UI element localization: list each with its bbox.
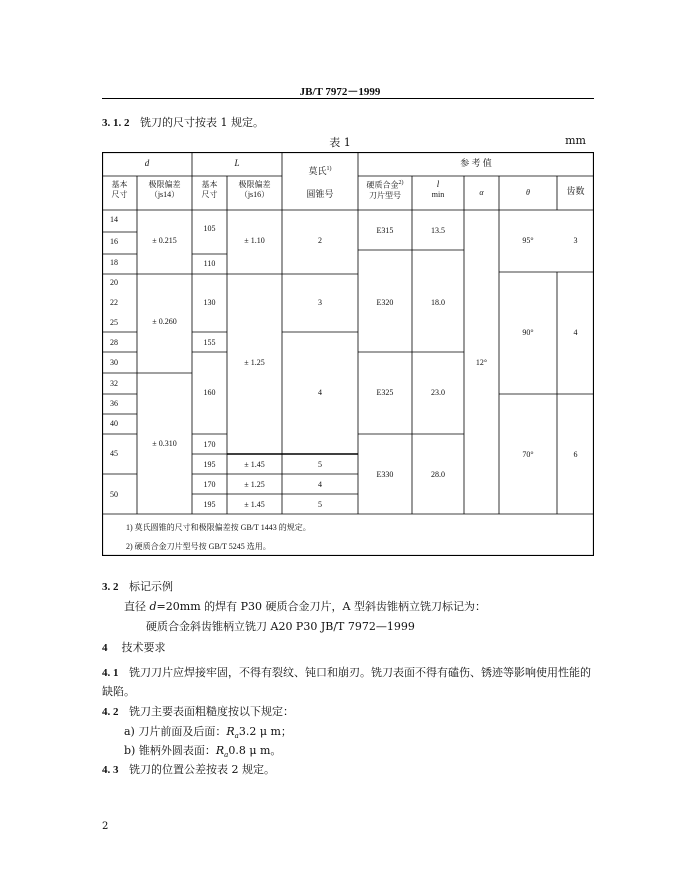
morse-value: 4	[318, 388, 322, 397]
d-deviation: ± 0.215	[152, 236, 177, 245]
section-number: 4. 2	[102, 706, 119, 718]
L-value: 105	[203, 224, 216, 233]
example-text-b: =20mm 的焊有 P30 硬质合金刀片，A 型斜齿锥柄立铣刀标记为：	[156, 600, 486, 613]
section-title: 标记示例	[129, 580, 173, 593]
theta-value: 90°	[522, 328, 534, 337]
L-value: 130	[203, 298, 216, 307]
header-basic-size-L-line1: 基本	[201, 180, 218, 189]
L-deviation: ± 1.25	[244, 358, 265, 367]
item-b-value: 0.8 μ m。	[228, 744, 282, 757]
morse-value: 5	[318, 460, 322, 469]
section-text: 铣刀的位置公差按表 2 规定。	[129, 763, 275, 776]
header-basic-size-d-line1: 基本	[111, 180, 128, 189]
section-4-2	[102, 703, 294, 719]
insert-type: E320	[376, 298, 394, 307]
header-morse	[282, 166, 358, 200]
l-min-value: 28.0	[431, 470, 445, 479]
header-insert-footnote: 2)	[398, 180, 404, 186]
theta-value: 95°	[522, 236, 534, 245]
header-alpha: α	[479, 188, 484, 197]
d-value: 45	[110, 449, 118, 458]
d-value: 20	[110, 278, 118, 287]
section-number: 4. 3	[102, 764, 119, 776]
header-insert-line2: 刀片型号	[369, 190, 401, 200]
d-value: 40	[110, 419, 118, 428]
section-3-2	[102, 578, 173, 594]
d-value: 16	[110, 237, 118, 246]
L-deviation: ± 1.25	[244, 480, 265, 489]
d-value: 25	[110, 318, 118, 327]
header-theta: θ	[526, 188, 530, 197]
d-value: 30	[110, 358, 118, 367]
header-basic-size-L-line2: 尺寸	[201, 190, 218, 199]
header-deviation-d	[137, 180, 192, 200]
header-reference: 参 考 值	[460, 158, 492, 168]
item-a-subscript: a	[234, 732, 239, 741]
table-grid-lines	[102, 152, 594, 556]
section-3-1-2	[102, 114, 264, 130]
section-4-1-continued: 缺陷。	[102, 685, 135, 698]
section-4-1	[102, 664, 591, 680]
L-value: 160	[203, 388, 216, 397]
spec-table	[102, 152, 594, 556]
d-value: 18	[110, 258, 118, 267]
section-number: 4. 1	[102, 667, 119, 679]
L-value: 110	[203, 259, 216, 268]
section-text: 铣刀主要表面粗糙度按以下规定：	[129, 705, 294, 718]
teeth-value: 3	[573, 236, 578, 245]
L-value: 195	[203, 500, 216, 509]
header-basic-size-d-line2: 尺寸	[111, 190, 128, 199]
header-l-symbol: l	[436, 179, 440, 189]
L-deviation: ± 1.10	[244, 236, 265, 245]
d-value: 14	[110, 215, 118, 224]
item-b-prefix: b) 锥柄外圆表面：	[124, 744, 216, 757]
header-insert-type	[358, 180, 412, 201]
d-value: 28	[110, 338, 118, 347]
insert-type: E325	[376, 388, 394, 397]
item-b-variable: R	[215, 744, 225, 757]
table-note: 2) 硬质合金刀片型号按 GB/T 5245 选用。	[126, 542, 271, 551]
section-number: 3. 2	[102, 581, 119, 593]
header-L: L	[234, 158, 240, 168]
header-deviation-d-line2: （js14）	[149, 190, 180, 199]
section-number: 4	[102, 642, 108, 654]
d-deviation: ± 0.310	[152, 439, 177, 448]
section-4	[102, 639, 166, 655]
insert-type: E330	[376, 470, 394, 479]
l-min-value: 23.0	[431, 388, 445, 397]
example-line-1	[124, 598, 486, 614]
header-deviation-L-line1: 极限偏差	[238, 180, 271, 189]
header-title: JB/T 7972－1999	[299, 86, 381, 98]
L-value: 195	[203, 460, 216, 469]
section-text: 铣刀刀片应焊接牢固，不得有裂纹、钝口和崩刃。铣刀表面不得有磕伤、锈迹等影响使用性能的	[129, 666, 591, 679]
header-deviation-L-line2: （js16）	[239, 190, 270, 199]
L-value: 155	[203, 338, 216, 347]
header-morse-line2: 圆锥号	[306, 188, 334, 199]
d-value: 22	[110, 298, 118, 307]
theta-value: 70°	[522, 450, 534, 459]
teeth-value: 6	[573, 450, 578, 459]
table-unit: mm	[565, 134, 586, 147]
item-a-prefix: a) 刀片前面及后面：	[124, 725, 227, 738]
example-marking: 硬质合金斜齿锥柄立铣刀 A20 P30 JB/T 7972—1999	[146, 620, 415, 633]
header-deviation-d-line1: 极限偏差	[148, 180, 181, 189]
item-b-subscript: a	[224, 751, 229, 760]
header-basic-size-d	[102, 180, 137, 200]
morse-value: 3	[318, 298, 322, 307]
morse-value: 5	[318, 500, 322, 509]
section-title: 技术要求	[121, 641, 166, 654]
table-caption: 表 1	[329, 136, 351, 149]
item-a-value: 3.2 μ m；	[238, 725, 292, 738]
header-morse-line1: 莫氏	[308, 166, 327, 176]
l-min-value: 18.0	[431, 298, 445, 307]
header-rule	[102, 98, 594, 99]
header-teeth: 齿数	[566, 186, 585, 196]
alpha-value: 12°	[475, 358, 488, 367]
d-deviation: ± 0.260	[152, 317, 177, 326]
item-a-variable: R	[226, 725, 235, 738]
header-l	[412, 179, 464, 200]
d-value: 36	[110, 399, 118, 408]
teeth-value: 4	[573, 328, 578, 337]
section-number: 3. 1. 2	[102, 117, 130, 129]
d-value: 50	[110, 490, 118, 499]
l-min-value: 13.5	[431, 226, 445, 235]
header-basic-size-L	[192, 180, 227, 200]
header-morse-footnote: 1)	[326, 166, 332, 172]
morse-value: 4	[318, 480, 322, 489]
roughness-item-b	[124, 742, 281, 759]
d-value: 32	[110, 379, 118, 388]
L-value: 170	[203, 440, 216, 449]
L-deviation: ± 1.45	[244, 500, 265, 509]
L-deviation: ± 1.45	[244, 460, 265, 469]
section-text: 铣刀的尺寸按表 1 规定。	[140, 116, 264, 129]
header-d: d	[144, 158, 150, 168]
page-number: 2	[102, 821, 109, 832]
section-4-3	[102, 761, 275, 777]
insert-type: E315	[376, 226, 394, 235]
header-l-unit: min	[431, 190, 445, 200]
table-note: 1) 莫氏圆锥的尺寸和极限偏差按 GB/T 1443 的规定。	[126, 523, 311, 532]
example-text-a: 直径	[124, 600, 150, 613]
roughness-item-a	[124, 723, 292, 740]
header-deviation-L	[227, 180, 282, 200]
example-variable-d: d	[149, 600, 157, 613]
header-insert-line1: 硬质合金	[366, 180, 399, 190]
L-value: 170	[203, 480, 216, 489]
morse-value: 2	[318, 236, 322, 245]
